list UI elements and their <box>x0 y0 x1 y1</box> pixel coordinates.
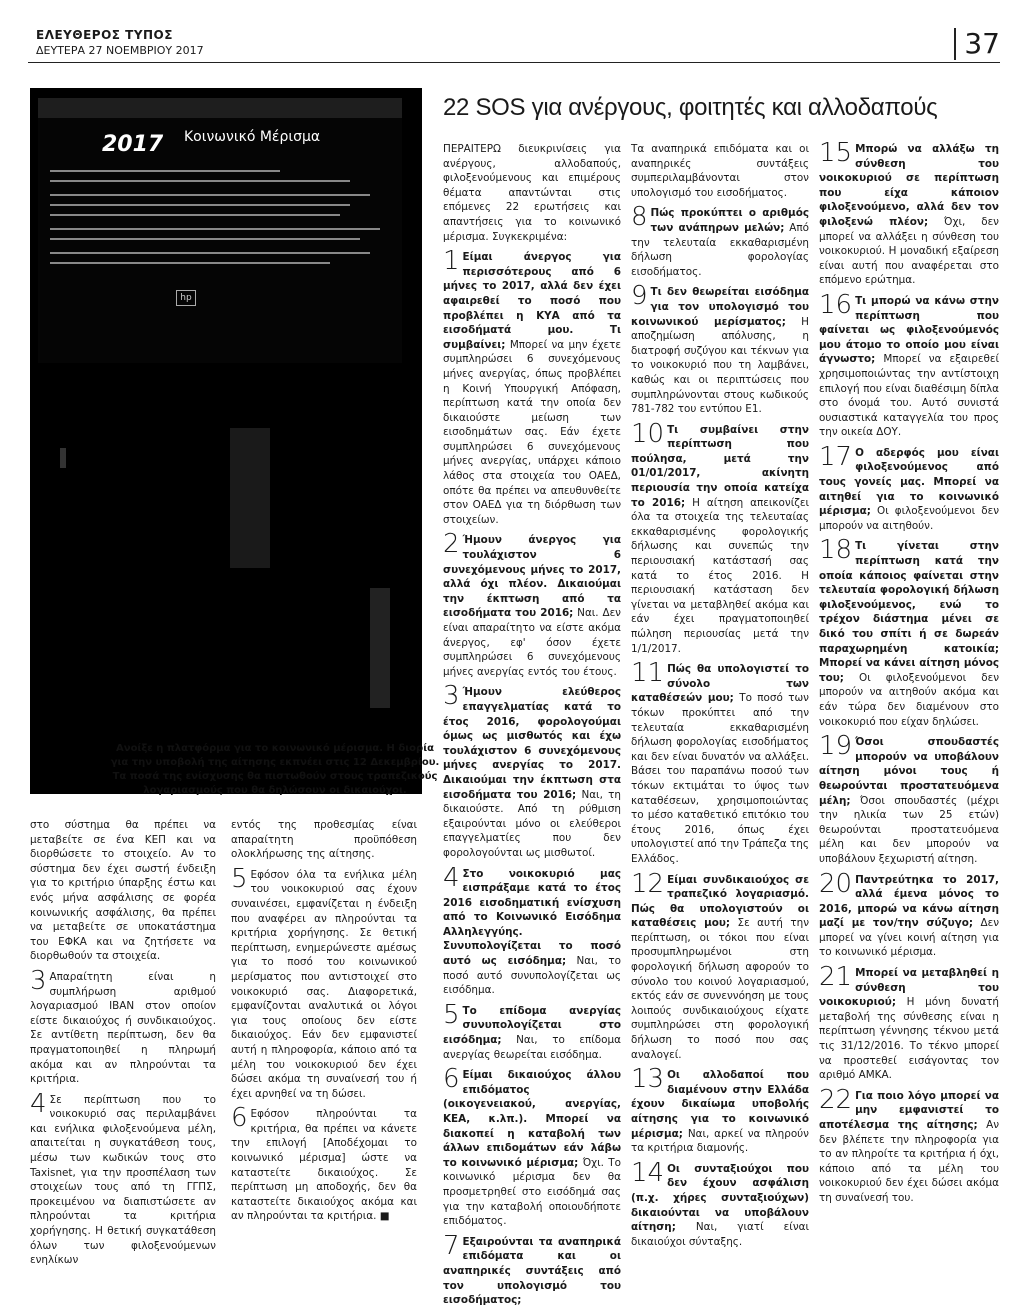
column-left <box>30 818 216 1268</box>
column-3 <box>631 142 809 1249</box>
question: Οι συνταξιούχοι που δεν έχουν ασφάλιση (π.χ. χήρες συνταξιούχων) δικαιούνται να υποβάλουν αίτηση; <box>631 1162 809 1234</box>
question: Όσοι σπουδαστές μπορούν να υποβάλουν αίτηση μόνοι τους ή θεωρούνται προστατευόμενα μέλη; <box>819 736 999 807</box>
answer: Σε αυτή την περίπτωση, οι τόκοι που είναι προσυμπληρωμένοι στη φορολογική δήλωση αφορούν το σύνολο του κοινού λογαριασμού, εκτός εάν σε συνεννόηση με τους λοιπούς συνδικαιούχους είχατε συμπληρώσει στη φορολογική δήλωση το ποσό που σας αναλογεί. <box>631 917 810 1061</box>
question-number: 15 <box>819 138 853 168</box>
question-number: 4 <box>443 862 460 893</box>
question: Εξαιρούνται τα αναπηρικά επιδόματα και οι αναπηρικές συντάξεις από τον υπολογισμό του εισοδήματος; <box>443 1235 621 1307</box>
answer: Αν δεν βλέπετε την πληροφορία για το αν πληροίτε τα κριτήρια ή όχι, κάποιο από τα μέλη του νοικοκυριού δεν έχει δώσει ακόμα τη συναίνεσή του. <box>819 1119 1000 1204</box>
question: Τι δεν θεωρείται εισόδημα για τον υπολογισμό του κοινωνικού μερίσματος; <box>631 286 809 328</box>
photo-caption: Ανοίξε η πλατφόρμα για το κοινωνικό μέρισμα. Η διορία για την υποβολή της αίτησης εκπνέει στις 12 Δεκεμβρίου. Τα ποσά της ενίσχυσης θα πιστωθούν στους τραπεζικούς λογαριασμούς που θα δηλώσουν οι δικαιούχοι. <box>110 743 440 796</box>
answer: Μπορεί να μην έχετε συμπληρώσει 6 συνεχόμενους μήνες ανεργίας, όπως προβλέπει η Κοινή Υπουργική Απόφαση, περίπτωση κατά την οποία δεν δικαιούστε μείωση των εισοδημάτων σας. Εάν έχετε συμπληρώσει 6 συνεχόμενους μήνες ανεργίας, υπάρχει κάποιο λάθος στα στοιχεία του ΟΑΕΔ, οπότε θα πρέπει να απευθυνθείτε στον ΟΑΕΔ για τη διόρθωση των στοιχείων. <box>443 338 621 526</box>
question-number: 14 <box>631 1157 665 1188</box>
question-number: 9 <box>631 281 648 312</box>
question-number: 2 <box>443 529 460 560</box>
question: Μπορώ να αλλάξω τη σύνθεση του νοικοκυριού σε περίπτωση που είχα κάποιον φιλοξενούμενο, αλλά δεν τον φιλοξενώ πλέον; <box>819 143 999 228</box>
question: Το επίδομα ανεργίας συνυπολογίζεται στο εισόδημα; <box>443 1004 621 1047</box>
question: Για ποιο λόγο μπορεί να μην εμφανιστεί το αποτέλεσμα της αίτησης; <box>819 1089 999 1131</box>
answer: Το ποσό των τόκων προκύπτει από την τελευταία εκκαθαρισμένη δήλωση φορολογίας εισοδήματος και δεν είναι δυνατόν να αλλάξει. Βάσει του παραπάνω ποσού των τόκων εκτιμάται το ύψος των καταθέσεων, χρησιμοποιώντας το μέσο καταθετικό επιτόκιο του έτους 2016, όπως έχει υπολογιστεί από την Τράπεζα της Ελλάδος. <box>631 692 809 865</box>
paragraph: Τα αναπηρικά επιδόματα και οι αναπηρικές συντάξεις συμπεριλαμβάνονται στον υπολογισμό του εισοδήματος. <box>631 143 809 199</box>
paragraph: Απαραίτητη είναι η συμπλήρωση αριθμού λογαριασμού IBAN στον οποίον είστε δικαιούχος ή συνδικαιούχος. Σε αντίθετη περίπτωση, δεν θα πραγματοποιηθεί η πληρωμή ακόμα και αν πληρούνται τα κριτήρια. <box>30 970 216 1086</box>
answer: Η αποζημίωση απόλυσης, η διατροφή συζύγου και τέκνων για το νοικοκυριό που τη λαμβάνει, καθώς και οι περιπτώσεις που συμπληρώνονται στους κωδικούς 781-782 του εντύπου Ε1. <box>631 315 809 416</box>
answer: Ναι, το ποσό αυτό συνυπολογίζεται ως εισόδημα. <box>443 955 621 997</box>
answer: Από την τελευταία εκκαθαρισμένη δήλωση φορολογίας εισοδήματος. <box>631 221 809 278</box>
question: Ο αδερφός μου είναι φιλοξενούμενος από τους γονείς μας. Μπορεί να αιτηθεί για το κοινωνικό μέρισμα; <box>819 446 999 518</box>
answer: Δεν μπορεί να γίνει κοινή αίτηση για το κοινωνικό μέρισμα. <box>819 917 999 959</box>
question: Πώς θα υπολογιστεί το σύνολο των καταθέσεών μου; <box>631 663 809 705</box>
question: Στο νοικοκυριό μας εισπράξαμε κατά το έτος 2016 εισοδηματική ενίσχυση από το Κοινωνικό Εισόδημα Αλληλεγγύης. Συνυπολογίζεται το ποσό αυτό ως εισόδημα; <box>443 867 621 968</box>
end-mark: ■ <box>379 1210 390 1223</box>
headline: 22 SOS για ανέργους, φοιτητές και αλλοδαπούς <box>443 94 938 121</box>
question: Μπορεί να μεταβληθεί η σύνθεση του νοικοκυριού; <box>819 967 999 1009</box>
question-number: 10 <box>631 418 665 449</box>
answer: Ναι, το επίδομα ανεργίας θεωρείται εισόδημα. <box>443 1034 621 1061</box>
paragraph: Σε περίπτωση που το νοικοκυριό σας περιλαμβάνει και ενήλικα φιλοξενούμενα μέλη, απαιτείται η συγκατάθεση τους, μέσω των κωδικών τους στο Taxisnet, για την προσπέλαση των στοιχείων τους από τη ΓΓΠΣ, προκειμένου να διαπιστώσετε αν πληρούνται τα κριτήρια χορήγησης. Η θετική συγκατάθεση όλων των φιλοξενούμενων ενηλίκων <box>30 1093 216 1267</box>
paragraph: Εφόσον πληρούνται τα κριτήρια, θα πρέπει να κάνετε την επιλογή [Αποδέχομαι το κοινωνικό μέρισμα] ώστε να καταστείτε δικαιούχος. Σε περίπτωση μη αποδοχής, δεν θα καταστείτε δικαιούχος ακόμα και αν πληρούνται τα κριτήρια. <box>231 1108 417 1223</box>
page-number: 37 <box>954 28 1000 60</box>
masthead <box>28 22 1000 63</box>
answer: Οι φιλοξενούμενοι δεν μπορούν να αιτηθούν ακόμα και εάν τώρα δεν διαμένουν στο νοικοκυριό που είχαν δηλώσει. <box>819 671 999 728</box>
screen-year: 2017 <box>102 132 164 157</box>
question-number: 19 <box>819 731 853 762</box>
question-number: 5 <box>443 999 460 1030</box>
question-number: 12 <box>631 868 665 899</box>
answer: Οι φιλοξενούμενοι δεν μπορούν να αιτηθούν. <box>819 505 999 532</box>
column-4 <box>819 138 1000 1206</box>
article-photo <box>30 88 422 794</box>
question-number: 8 <box>631 202 648 233</box>
question-number: 6 <box>443 1064 460 1095</box>
question-number: 20 <box>819 868 853 899</box>
item-number: 5 <box>231 863 248 894</box>
issue-date: ΔΕΥΤΕΡΑ 27 ΝΟΕΜΒΡΙΟΥ 2017 <box>36 44 204 57</box>
answer: Όσοι σπουδαστές (μέχρι την ηλικία των 25 ετών) θεωρούνται προστατευόμενα μέλη και δεν μπορούν να υποβάλουν ξεχωριστή αίτηση. <box>819 794 999 865</box>
answer: Ναι, γιατί είναι δικαιούχοι σύνταξης. <box>631 1221 809 1248</box>
answer: Ναι, αρκεί να πληρούν τα κριτήρια διαμονής. <box>631 1127 809 1155</box>
question: Τι γίνεται στην περίπτωση κατά την οποία κάποιος φαίνεται στην τελευταία φορολογική δήλωση φιλοξενούμενος, ενώ το τρέχον διάστημα μένει σε δικό του σπίτι ή σε δωρεάν παραχωρημένη κατοικία; Μπορεί να κάνει αίτηση μόνος του; <box>819 540 999 684</box>
column-2 <box>443 142 621 1308</box>
screen-logo: Κοινωνικό Μέρισμα <box>184 129 321 145</box>
answer: Η μόνη δυνατή μεταβολή της σύνθεσης είναι η περίπτωση γέννησης τέκνου μετά τις 31/12/2016. Το τέκνο μπορεί να προστεθεί εισάγοντας τον αριθμό ΑΜΚΑ. <box>819 996 1000 1082</box>
answer: Ναι, τη δικαιούστε. Από τη ρύθμιση εξαιρούνται μόνο οι ελεύθεροι επαγγελματίες που δεν φορολογούνται ως μισθωτοί. <box>443 788 621 859</box>
publication-name: ΕΛΕΥΘΕΡΟΣ ΤΥΠΟΣ <box>36 28 173 42</box>
paragraph: εντός της προθεσμίας είναι απαραίτητη προϋπόθεση ολοκλήρωσης της αίτησης. <box>231 819 417 861</box>
question-number: 16 <box>819 289 853 320</box>
question: Είμαι άνεργος για περισσότερους από 6 μήνες το 2017, αλλά δεν έχει αφαιρεθεί το ποσό που προβλέπει η ΚΥΑ από τα εισοδήματά μου. Τι συμβαίνει; <box>443 251 621 351</box>
paragraph: Εφόσον όλα τα ενήλικα μέλη του νοικοκυριού σας έχουν συναινέσει, εμφανίζεται η ένδειξη που αναφέρει αν πληρούνται τα κριτήρια χορήγησης. Σε θετική περίπτωση, ενημερώνεστε αμέσως για το ποσό του κοινωνικού μερίσματος που αντιστοιχεί στο νοικοκυριό σας. Διαφορετικά, εμφανίζονται αναλυτικά οι λόγοι για τους οποίους δεν είστε δικαιούχος. Εάν δεν εμφανιστεί αυτή η πληροφορία, κάποιο από τα μέλη του νοικοκυριού δεν έχει δώσει ακόμα τη συναίνεσή του ή έχει αρνηθεί να τη δώσει. <box>231 868 417 1100</box>
question-number: 1 <box>443 246 460 277</box>
question: Τι συμβαίνει στην περίπτωση που πούλησα, μετά την 01/01/2017, ακίνητη περιουσία την οποία κατείχα το 2016; <box>631 423 809 509</box>
answer: Η αίτηση απεικονίζει όλα τα στοιχεία της τελευταίας εκκαθαρισμένης φορολογικής δήλωσης και συνεπώς την περιουσιακή κατάστασή σας κατά το έτος 2016. Η περιουσιακή κατάσταση δεν γίνεται να μεταβληθεί ακόμα και εάν έχει πραγματοποιηθεί πώληση περιουσίας μετά την 1/1/2017. <box>631 496 809 655</box>
question: Παντρεύτηκα το 2017, αλλά έμενα μόνος το 2016, μπορώ να κάνω αίτηση μαζί με τον/την σύζυγο; <box>819 873 999 930</box>
question-number: 13 <box>631 1064 665 1095</box>
question-number: 18 <box>819 535 853 566</box>
answer: Μπορεί να εξαιρεθεί χρησιμοποιώντας την αντίστοιχη επιλογή που είναι διαθέσιμη δίπλα στο όνομά του. Αυτό συνιστά ουσιαστικά καταγγελία του προς την οικεία ΔΟΥ. <box>819 353 999 439</box>
column-mid-left <box>231 818 417 1224</box>
hp-logo-icon: hp <box>176 290 196 306</box>
item-number: 6 <box>231 1103 248 1134</box>
answer: Ναι. Δεν είναι απαραίτητο να είστε ακόμα άνεργος, εφ' όσον έχετε συμπληρώσει 6 συνεχόμενους μήνες ανεργίας εντός του έτους. <box>443 607 621 678</box>
paragraph: στο σύστημα θα πρέπει να μεταβείτε σε ένα ΚΕΠ και να διορθώσετε το στοιχείο. Αν το σύστημα δεν έχει σωστή ένδειξη για το κριτήριο ύπαρξης έστω και ενός μήνα ασφάλισης σε φορέα κοινωνικής ασφάλισης, θα πρέπει να μεταβείτε σε υποκατάστημα του ΕΦΚΑ και να ζητήσετε να διορθωθούν τα στοιχεία. <box>30 819 216 963</box>
question: Οι αλλοδαποί που διαμένουν στην Ελλάδα έχουν δικαίωμα υποβολής αίτησης για το κοινωνικό μέρισμα; <box>631 1069 809 1140</box>
question: Τι μπορώ να κάνω στην περίπτωση που φαίνεται ως φιλοξενούμενός μου άτομο το οποίο μου είναι άγνωστο; <box>819 294 999 366</box>
item-number: 3 <box>30 965 47 996</box>
question: Είμαι συνδικαιούχος σε τραπεζικό λογαριασμό. Πώς θα υπολογιστούν οι καταθέσεις μου; <box>631 873 809 930</box>
question-number: 11 <box>631 658 665 689</box>
question-number: 3 <box>443 681 460 712</box>
question-number: 21 <box>819 962 853 993</box>
answer: Όχι, δεν μπορεί να αλλάξει η σύνθεση του νοικοκυριού. Η μοναδική εξαίρεση είναι αυτή που αναφέρεται στο επόμενο ερώτημα. <box>819 215 999 287</box>
question: Είμαι δικαιούχος άλλου επιδόματος (οικογενειακού, ανεργίας, ΚΕΑ, κ.λπ.). Μπορεί να διακοπεί η καταβολή των άλλων επιδομάτων εάν λάβω το κοινωνικό μέρισμα; <box>443 1069 621 1169</box>
question: Πώς προκύπτει ο αριθμός των ανάπηρων μελών; <box>650 207 809 234</box>
question: Ήμουν άνεργος για τουλάχιστον 6 συνεχόμενους μήνες το 2017, αλλά όχι πλέον. Δικαιούμαι την έκπτωση από τα εισοδήματα του 2016; <box>443 534 621 620</box>
question: Ήμουν ελεύθερος επαγγελματίας κατά το έτος 2016, φορολογούμαι όμως ως μισθωτός και έχω τουλάχιστον 6 συνεχόμενους μήνες ανεργίας το 2017. Δικαιούμαι την έκπτωση στα εισοδήματα του 2016; <box>443 686 621 801</box>
question-number: 17 <box>819 441 853 472</box>
item-number: 4 <box>30 1088 47 1119</box>
question-number: 22 <box>819 1084 853 1115</box>
answer: Όχι. Το κοινωνικό μέρισμα δεν θα προσμετρηθεί στο εισόδημά σας για την καταβολή οποιουδήποτε επιδόματος. <box>443 1156 621 1228</box>
question-number: 7 <box>443 1230 460 1261</box>
photo-shadows <box>30 88 422 794</box>
intro-paragraph: ΠΕΡΑΙΤΕΡΩ διευκρινίσεις για ανέργους, αλλοδαπούς, φιλοξενούμενους και επιμέρους θέματα απαντώνται στις επόμενες 22 ερωτήσεις και απαντήσεις για το κοινωνικό μέρισμα. Συγκεκριμένα: <box>443 143 621 243</box>
